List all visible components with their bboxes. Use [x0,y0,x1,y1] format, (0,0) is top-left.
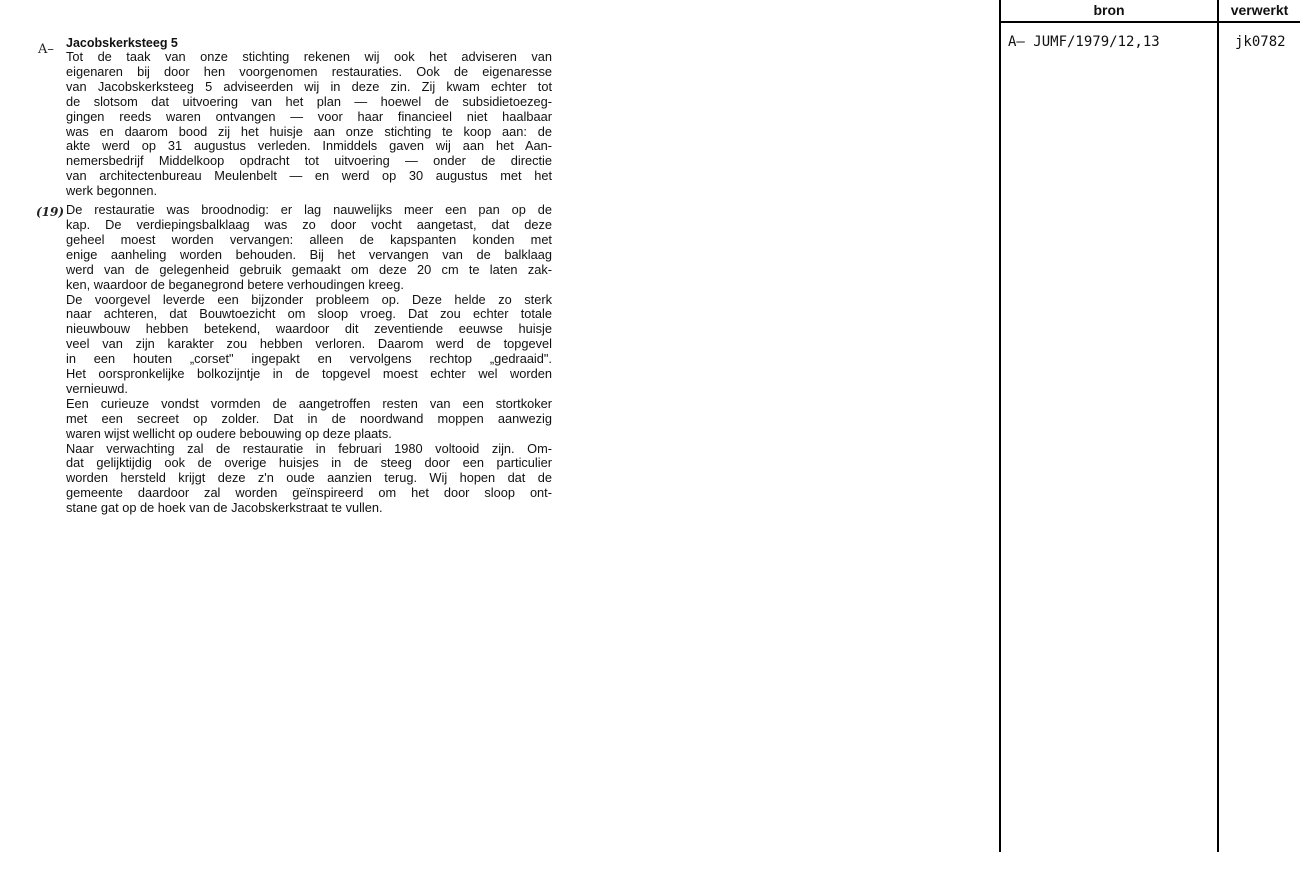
text-line: Het oorspronkelijke bolkozijntje in de topgevel moest echter wel worden [66,366,552,382]
paragraph-3 [66,293,552,397]
paragraph-1 [66,50,552,199]
margin-note-marker: (19) [36,205,65,219]
text-line: werk begonnen. [66,183,158,199]
text-line: veel van zijn karakter zou hebben verloren. Daarom werd de topgevel [66,336,552,352]
text-line: de slotsom dat uitvoering van het plan — hoewel de subsidietoezeg- [66,93,552,109]
text-line: stane gat op de hoek van de Jacobskerkstraat te vullen. [66,500,383,516]
text-line: dat gelijktijdig ook de overige huisjes in de steeg door een particulier [66,455,552,471]
text-line: naar achteren, dat Bouwtoezicht om sloop vroeg. Dat zou echter totale [66,306,552,322]
column-header-bron: bron [1093,2,1125,18]
text-line: van Jacobskerksteeg 5 adviseerden wij in deze zin. Zij kwam echter tot [66,78,552,94]
verwerkt-value: jk0782 [1235,34,1286,50]
column-divider-middle [1217,0,1219,852]
text-line: gemeente daardoor zal worden geïnspireerd om het door sloop ont- [66,485,552,501]
column-header-verwerkt: verwerkt [1230,2,1289,18]
text-line: was en daarom bood zij het huisje aan onze stichting te koop aan: de [66,123,552,139]
article-title: Jacobskerksteeg 5 [66,36,178,50]
column-divider-left [999,0,1001,852]
text-line: in een houten „corset" ingepakt en vervolgens rechtop „gedraaid". [66,351,552,367]
text-line: De restauratie was broodnodig: er lag nauwelijks meer een pan op de [66,202,552,218]
text-line: nemersbedrijf Middelkoop opdracht tot uitvoering — onder de directie [66,153,552,169]
text-line: geheel moest worden vervangen: alleen de kapspanten konden met [66,231,552,247]
text-line: Een curieuze vondst vormden de aangetroffen resten van een stortkoker [66,395,552,411]
text-line: met een secreet op zolder. Dat in de noordwand moppen aanwezig [66,410,552,426]
text-line: kap. De verdiepingsbalklaag was zo door vocht aangetast, dat deze [66,216,552,232]
text-line: Tot de taak van onze stichting rekenen wij ook het adviseren van [66,49,552,64]
header-underline [999,21,1300,23]
text-line: gingen reeds waren ontvangen — voor haar financieel niet haalbaar [66,108,552,124]
paragraph-5 [66,442,552,517]
paragraph-2 [66,203,552,292]
text-line: worden hersteld krijgt deze z'n oude aanzien terug. Wij hopen dat de [66,470,552,486]
text-line: werd van de gelegenheid gebruik gemaakt om deze 20 cm te laten zak- [66,261,552,277]
paragraph-4 [66,397,552,442]
text-line: enige aanheling worden behouden. Bij het vervangen van de balklaag [66,246,552,262]
text-line: ken, waardoor de beganegrond betere verhoudingen kreeg. [66,276,404,292]
text-line: waren wijst wellicht op oudere bebouwing op deze plaats. [66,425,392,441]
text-line: vernieuwd. [66,380,128,396]
article-body [66,37,552,516]
text-line: De voorgevel leverde een bijzonder probleem op. Deze helde zo sterk [66,291,552,307]
bron-value: A– JUMF/1979/12,13 [1008,34,1160,50]
text-line: van architectenbureau Meulenbelt — en werd op 30 augustus met het [66,168,552,184]
text-line: eigenaren bij door hen voorgenomen restauraties. Ook de eigenaresse [66,63,552,79]
margin-marker-a: A– [38,42,54,57]
text-line: Naar verwachting zal de restauratie in februari 1980 voltooid zijn. Om- [66,440,552,456]
text-line: nieuwbouw hebben betekend, waardoor dit zeventiende eeuwse huisje [66,321,552,337]
text-line: akte werd op 31 augustus verleden. Inmiddels gaven wij aan het Aan- [66,138,552,154]
